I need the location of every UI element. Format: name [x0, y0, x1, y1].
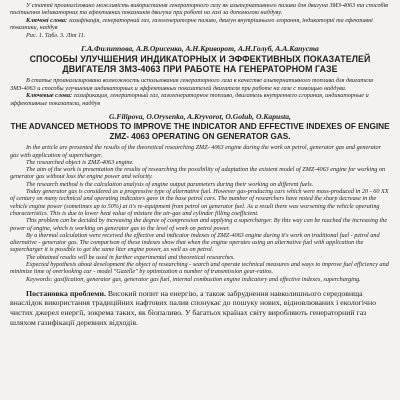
ru-keywords: [10, 92, 390, 107]
en-abstract-paragraph: The research method is the calculation analysis of engine output parameters during their working on different fuels.: [26, 180, 314, 188]
problem-statement-text: Високий попит на енергію, а також забруднення навколишнього середовища внаслідок використання традиційних нафтових палив спонукає до пошуку нових, відновлюваних і екологічно чистих джерел енергії, зокрема таких, як біопаливо. У багатьох країнах світу виробляють генераторний газ шляхом газифікації деревних відходів.: [10, 288, 377, 327]
en-abstract-paragraph: Today generator gas is considered as a progressive type of alternative fuel. However gas-producing cars which were mass-produced in 20 - 60 XX of century on many technical and operating indicators gave in the base petrol cars. The number of researchers have noted the sharp decrease in the vehicle engine power (sometimes up to 50%) at it's re-equipment from petrol on generator fuel. As a result there was worsening the vehicle operating characteristics. This is due to lower heat value of mixture the air-gas and cylinder filling coefficient.: [10, 188, 389, 217]
problem-statement: [10, 289, 390, 327]
ru-keywords-text: газификация, генераторный газ, газогенераторное топливо, двигатель внутреннего сгорания, индикаторные и эффективные показатели, наддув: [10, 92, 369, 107]
ua-abstract: У статті проаналізовано можливість використання генераторного газу як альтернативного палива для двигуна ЗМЗ-4063 та способів поліпшення індикаторних та ефективних показників двигуна при роботі на газі за допомогою наддуву.: [10, 2, 388, 17]
ru-keywords-label: Ключевые слова:: [26, 92, 73, 100]
ua-keywords-text: газифікація, генераторний газ, газогенераторне паливо, двигун внутрішнього згорання, індикаторні та ефективні показники, наддув: [10, 16, 373, 32]
en-title: THE ADVANCED METHODS TO IMPROVE THE INDICATOR AND EFFECTIVE INDEXES OF ENGINE ZMZ- 4063 OPERATING ON GENERATOR GAS.: [10, 122, 390, 141]
ua-ref: Рис. 1. Табл. 3. Літ 11.: [26, 31, 86, 39]
en-abstract-paragraph: The aim of the work is presentation the results of researching the possibility of adaptation the existent model of ZMZ-4063 engine for working on generator gas without loss the engine power and velocity.: [10, 166, 386, 181]
en-abstract-paragraph: The researched object is ZMZ-4063 engine.: [26, 158, 134, 166]
ua-keywords-label: Ключові слова:: [26, 16, 68, 24]
en-authors: G.Filipova, O.Orysenko, A.Kryvorot, O.Golub, O.Kapusta,: [109, 112, 291, 122]
en-abstract-paragraph: This problem can be decided by increasing the degree of compression and applying a supercharger. By this way can be reached the increasing the power of engine, which is working on generator gas to the level of work on petrol power.: [10, 217, 388, 232]
ru-title: СПОСОБЫ УЛУЧШЕНИЯ ИНДИКАТОРНЫХ И ЭФФЕКТИВНЫХ ПОКАЗАТЕЛЕЙ ДВИГАТЕЛЯ ЗМЗ-4063 ПРИ РАБОТЕ НА ГЕНЕРАТОРНОМ ГАЗЕ: [29, 54, 371, 75]
en-abstract-paragraph: In the article are presented the results of the theoretical researching ZMZ- 4063 engine during the work on petrol, generator gas and generator gas with application of supercharger.: [10, 144, 381, 159]
en-abstract-paragraph: The obtained results will be used in further experimental and theoretical researches.: [26, 253, 235, 261]
ua-keywords: [10, 17, 390, 32]
en-abstract-paragraph: By a thermal calculation were received the effective and indicator indexes of ZMZ-4063 engine during it's work on traditional fuel - petrol and alternative - generator gas. The comparison of these indexes show that when the engine operates using an alternative fuel with application the supercharger it is possible to get the same liter engine power, as well as on petrol.: [10, 231, 380, 254]
article-body: [10, 2, 390, 327]
en-abstract: [10, 144, 390, 283]
problem-statement-label: Постановка проблеми.: [26, 288, 106, 298]
en-abstract-paragraph: Expected hypothesis about development the object of researching - search and operate technical measures and ways to improve fuel efficiency and minimize time of overlooking car - model "Gazelle" by optimization a number of transmission gear-ratios.: [10, 261, 389, 276]
ru-authors: Г.А.Филиппова, А.В.Орисенко, А.Н.Криворот, А.Н.Голуб, А.А.Капуста: [81, 44, 319, 54]
ru-abstract: В статье проанализирована возможность использования генераторного газа в качестве альтернативного топлива для двигателя ЗМЗ-4063 и способы улучшения индикаторных и эффективных показателей двигателя при работе на газе с помощью наддува.: [10, 77, 374, 92]
en-keywords: Keywords: gasification, generator gas, generator gas fuel, internal combustion engine indicatory and effective indexes, supercharging.: [26, 275, 361, 283]
